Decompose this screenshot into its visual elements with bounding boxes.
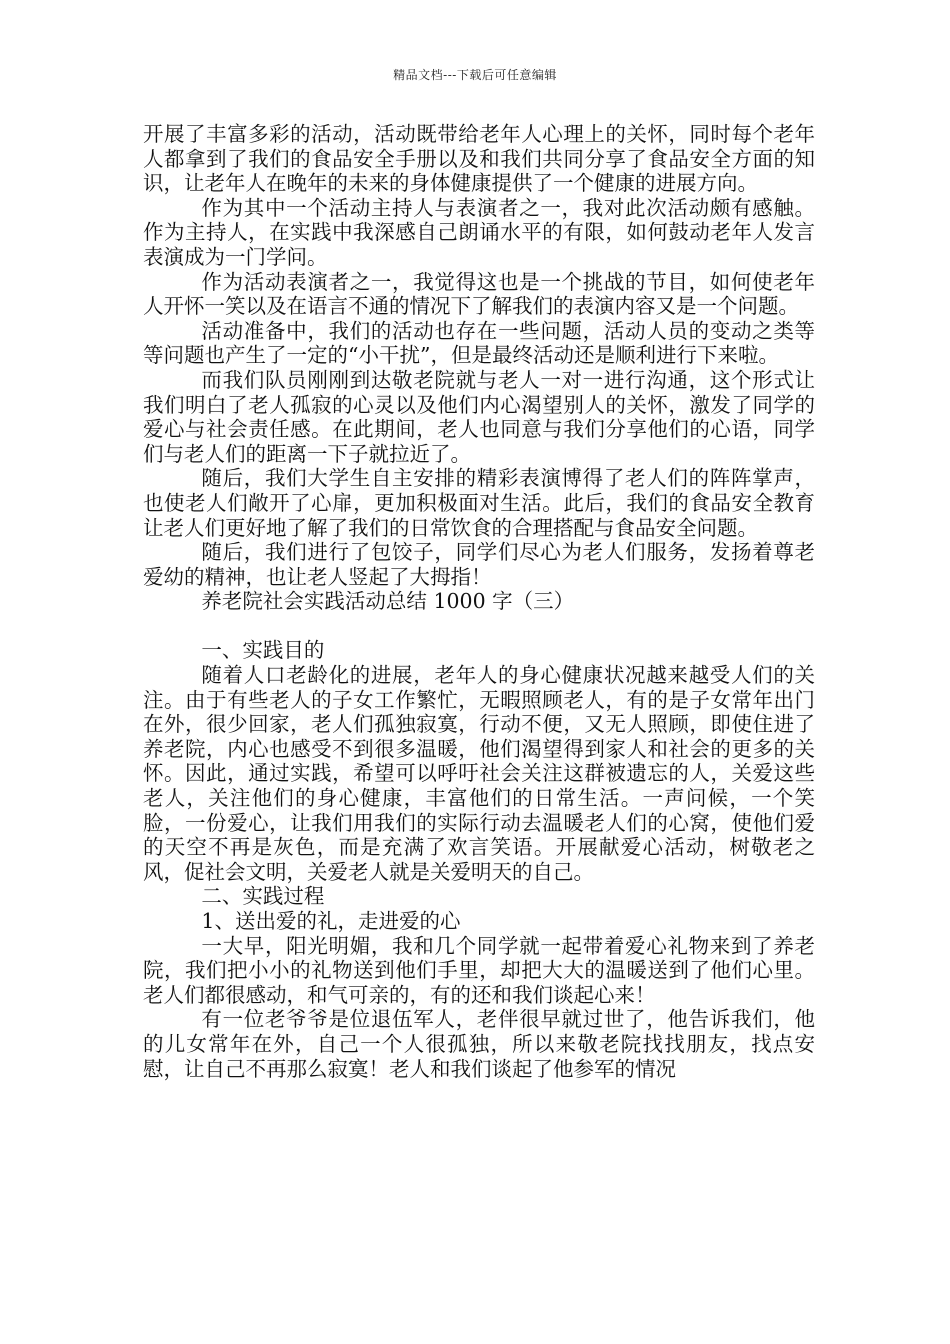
page-header: 精品文档---下载后可任意编辑 [393, 68, 557, 82]
section-heading: 二、实践过程 [201, 884, 325, 909]
section-title: 养老院社会实践活动总结 1000 字（三） [201, 589, 575, 614]
paragraph: 作为活动表演者之一，我觉得这也是一个挑战的节目，如何使老年人开怀一笑以及在语言不通的情况下了解我们的表演内容又是一个问题。 [143, 269, 815, 319]
paragraph: 活动准备中，我们的活动也存在一些问题，活动人员的变动之类等等问题也产生了一定的“小干扰”，但是最终活动还是顺利进行下来啦。 [143, 318, 815, 368]
document-body [143, 122, 815, 1081]
paragraph-continuation: 开展了丰富多彩的活动，活动既带给老年人心理上的关怀，同时每个老年人都拿到了我们的食品安全手册以及和我们共同分享了食品安全方面的知识，让老年人在晚年的未来的身体健康提供了一个健康的进展方向。 [143, 122, 815, 196]
paragraph: 随后，我们大学生自主安排的精彩表演博得了老人们的阵阵掌声，也使老人们敞开了心扉，更加积极面对生活。此后，我们的食品安全教育让老人们更好地了解了我们的日常饮食的合理搭配与食品安全问题。 [143, 466, 815, 540]
section-heading: 一、实践目的 [201, 638, 325, 663]
blank-line [143, 614, 815, 639]
paragraph: 随后，我们进行了包饺子，同学们尽心为老人们服务，发扬着尊老爱幼的精神，也让老人竖起了大拇指！ [143, 540, 815, 589]
paragraph: 作为其中一个活动主持人与表演者之一，我对此次活动颇有感触。作为主持人，在实践中我深感自己朗诵水平的有限，如何鼓动老年人发言表演成为一门学问。 [143, 195, 815, 269]
paragraph: 有一位老爷爷是位退伍军人，老伴很早就过世了，他告诉我们，他的儿女常年在外，自己一个人很孤独，所以来敬老院找找朋友，找点安慰，让自己不再那么寂寞！老人和我们谈起了他参军的情况 [143, 1007, 815, 1081]
subsection-heading: 1、送出爱的礼，走进爱的心 [201, 909, 461, 933]
paragraph: 一大早，阳光明媚，我和几个同学就一起带着爱心礼物来到了养老院，我们把小小的礼物送到他们手里，却把大大的温暖送到了他们心里。老人们都很感动，和气可亲的，有的还和我们谈起心来！ [143, 933, 815, 1007]
paragraph: 而我们队员刚刚到达敬老院就与老人一对一进行沟通，这个形式让我们明白了老人孤寂的心灵以及他们内心渴望别人的关怀，激发了同学的爱心与社会责任感。在此期间，老人也同意与我们分享他们的心语，同学们与老人们的距离一下子就拉近了。 [143, 367, 815, 466]
paragraph: 随着人口老龄化的进展，老年人的身心健康状况越来越受人们的关注。由于有些老人的子女工作繁忙，无暇照顾老人，有的是子女常年出门在外，很少回家，老人们孤独寂寞，行动不便，又无人照顾，即使住进了养老院，内心也感受不到很多温暖，他们渴望得到家人和社会的更多的关怀。因此，通过实践，希望可以呼吁社会关注这群被遗忘的人，关爱这些老人，关注他们的身心健康，丰富他们的日常生活。一声问候，一个笑脸，一份爱心，让我们用我们的实际行动去温暖老人们的心窝，使他们爱的天空不再是灰色，而是充满了欢言笑语。开展献爱心活动，树敬老之风，促社会文明，关爱老人就是关爱明天的自己。 [143, 663, 815, 884]
